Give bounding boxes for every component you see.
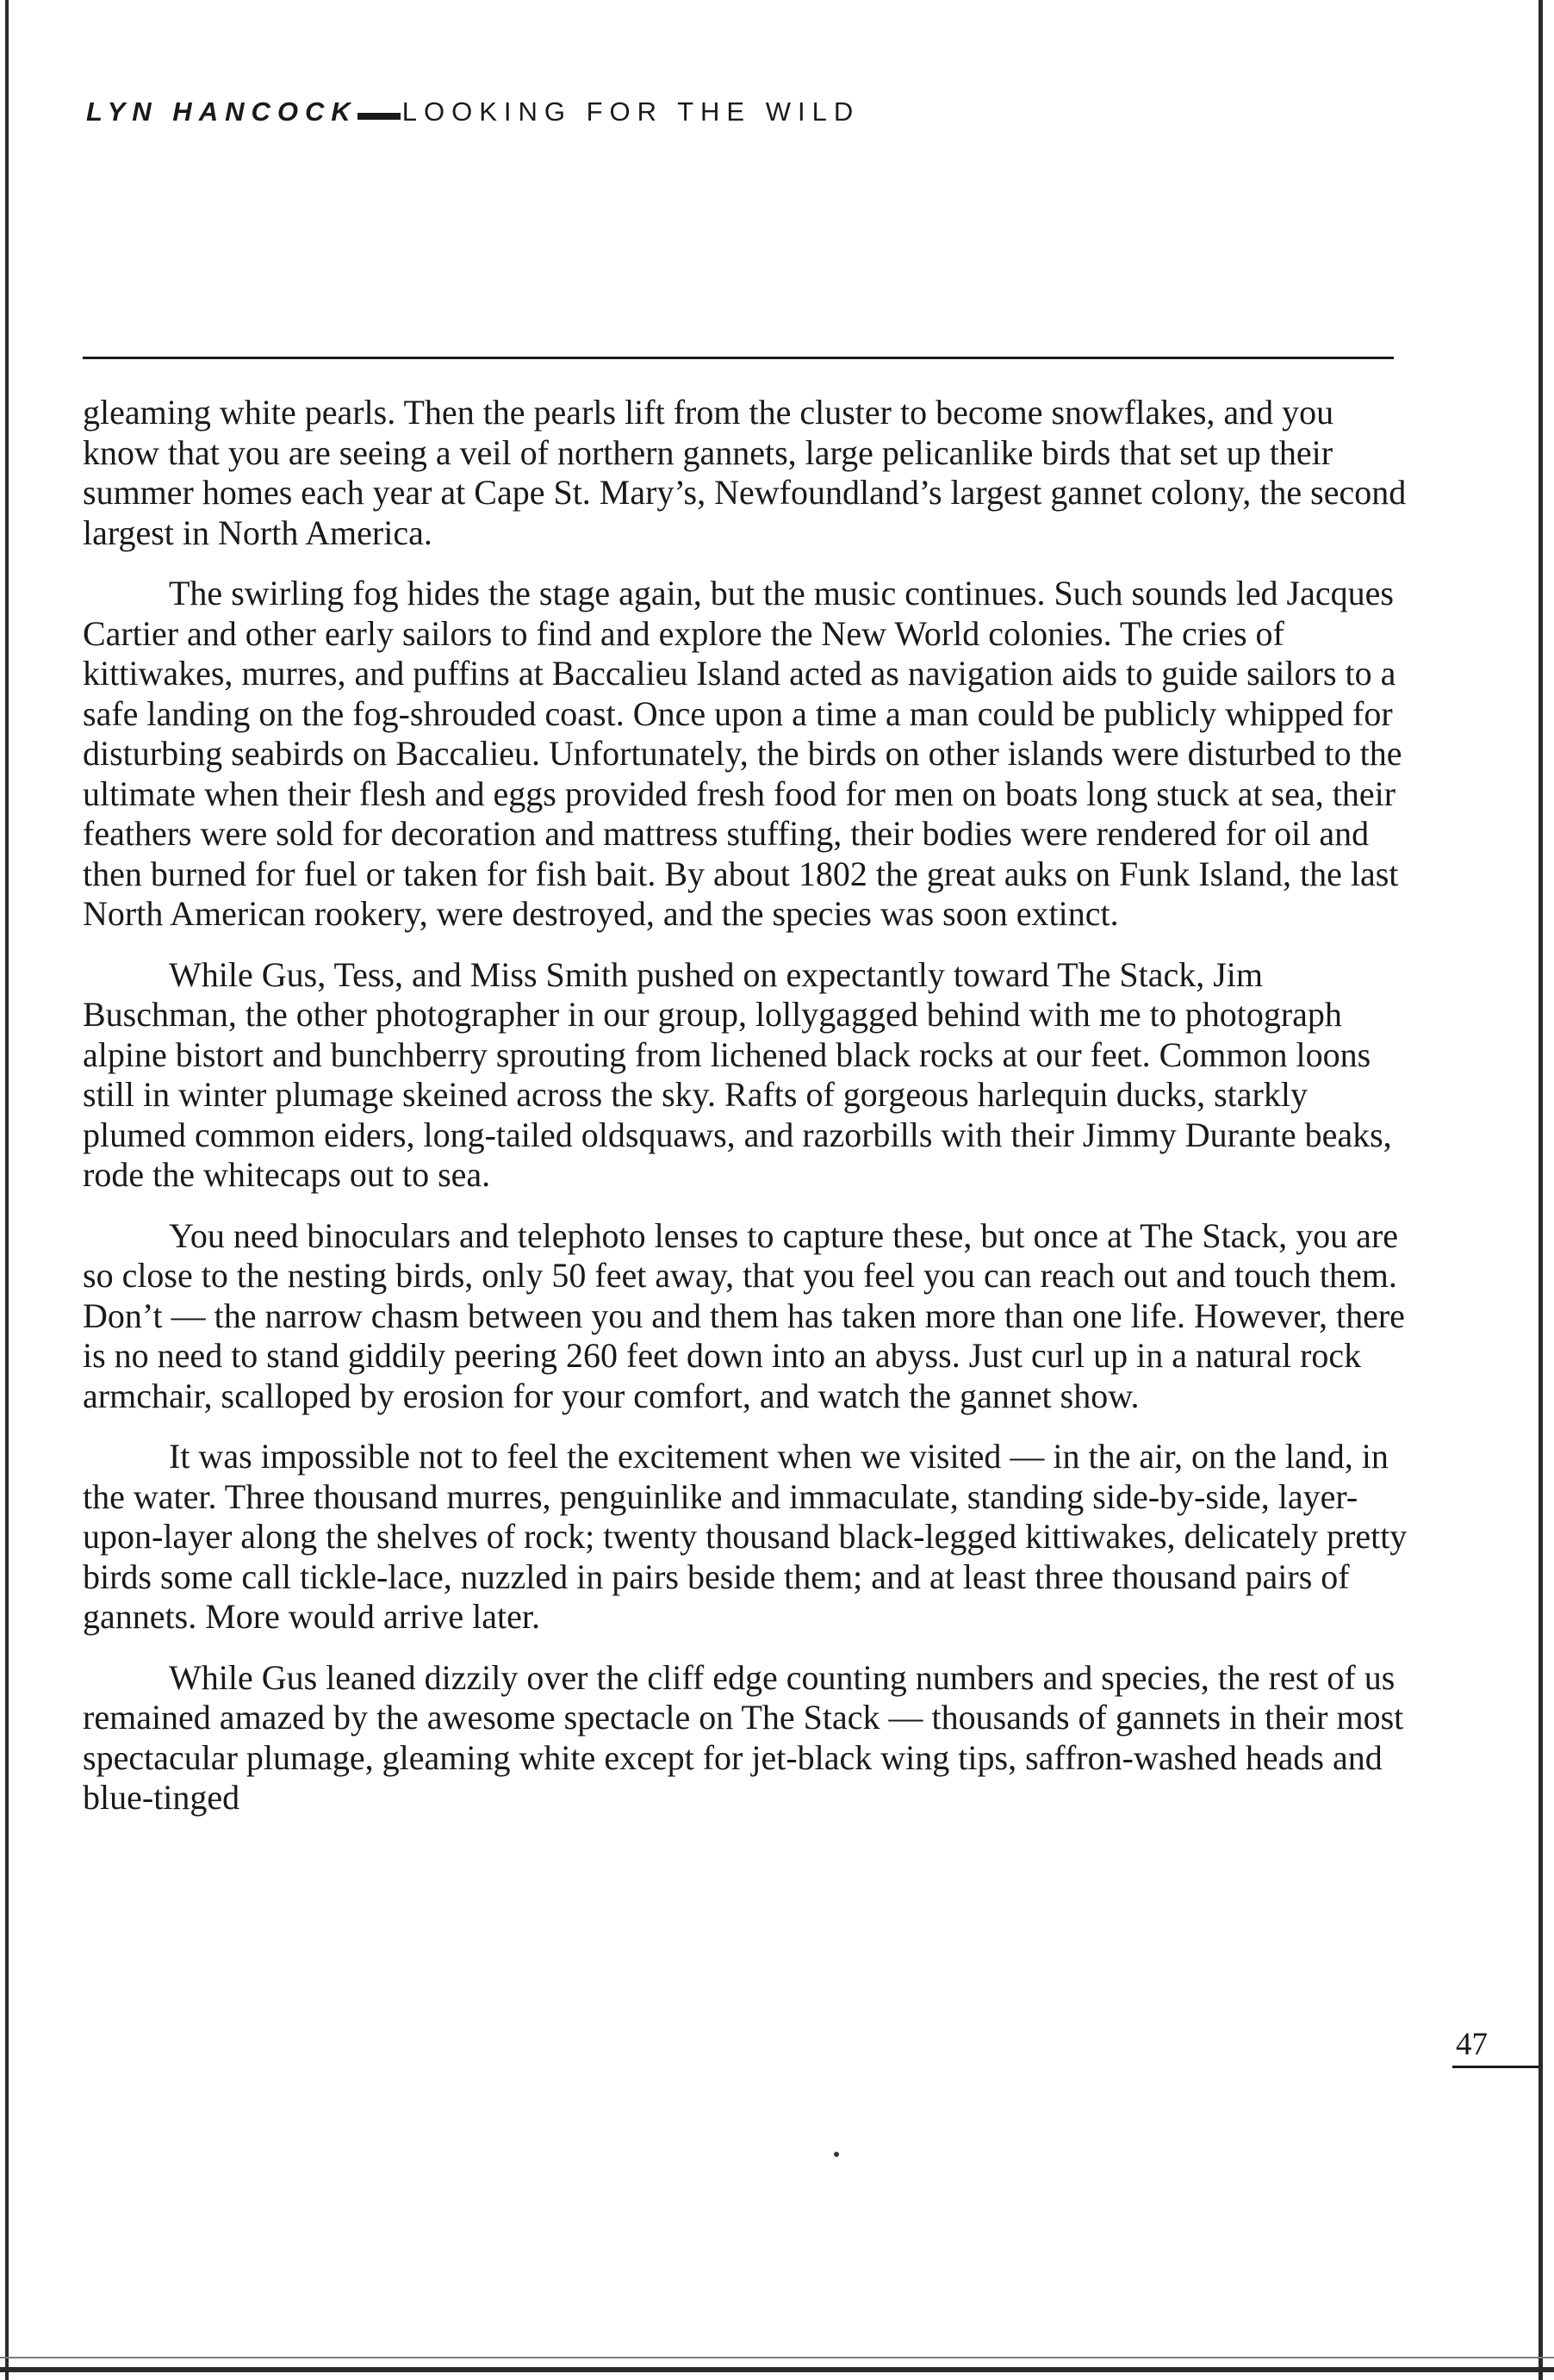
page-number: 47 bbox=[1456, 2027, 1488, 2062]
scan-edge-bottom bbox=[0, 2367, 1554, 2372]
running-head-author: LYN HANCOCK bbox=[86, 96, 357, 127]
scan-edge-bottom-thin bbox=[0, 2357, 1554, 2358]
running-head-separator bbox=[357, 113, 401, 120]
paragraph-4: You need binoculars and telephoto lenses to capture these, but once at The Stack, you are so close to the nesting birds, only 50 feet away, that you feel you can reach out and touch them. Don’t — the narrow chasm between you and them has taken more than one life. However, there is no need to stand giddily peering 260 feet down into an abyss. Just curl up in a natural rock armchair, scalloped by erosion for your comfort, and watch the gannet show. bbox=[83, 1215, 1405, 1415]
scan-edge-right bbox=[1538, 0, 1543, 2380]
scan-edge-left bbox=[5, 0, 9, 2380]
paragraph-3: While Gus, Tess, and Miss Smith pushed on expectantly toward The Stack, Jim Buschman, the other photographer in our group, lollygagged behind with me to photograph alpine bistort and bunchberry sprouting from lichened black rocks at our feet. Common loons still in winter plumage skeined across the sky. Rafts of gorgeous harlequin ducks, starkly plumed common eiders, long-tailed oldsquaws, and razorbills with their Jimmy Durante beaks, rode the whitecaps out to sea. bbox=[83, 954, 1392, 1194]
running-head bbox=[86, 93, 1120, 131]
running-head-title: LOOKING FOR THE WILD bbox=[401, 96, 861, 127]
page-number-rule bbox=[1452, 2066, 1538, 2068]
body-text bbox=[83, 393, 1409, 1839]
paragraph-6: While Gus leaned dizzily over the cliff edge counting numbers and species, the rest of us remained amazed by the awesome spectacle on The Stack — thousands of gannets in their most spectacular plumage, gleaming white except for jet-black wing tips, saffron-washed heads and blue-tinged bbox=[83, 1657, 1404, 1817]
paragraph-1: gleaming white pearls. Then the pearls lift from the cluster to become snowflakes, and you know that you are seeing a veil of northern gannets, large pelicanlike birds that set up their summer homes each year at Cape St. Mary’s, Newfoundland’s largest gannet colony, the second largest in North America. bbox=[83, 393, 1407, 552]
paragraph-2: The swirling fog hides the stage again, but the music continues. Such sounds led Jacques Cartier and other early sailors to find and explore the New World colonies. The cries of kittiwakes, murres, and puffins at Baccalieu Island acted as navigation aids to guide sailors to a safe landing on the fog-shrouded coast. Once upon a time a man could be publicly whipped for disturbing seabirds on Baccalieu. Unfortunately, the birds on other islands were disturbed to the ultimate when their flesh and eggs provided fresh food for men on boats long stuck at sea, their feathers were sold for decoration and mattress stuffing, their bodies were rendered for oil and then burned for fuel or taken for fish bait. By about 1802 the great auks on Funk Island, the last North American rookery, were destroyed, and the species was soon extinct. bbox=[83, 574, 1402, 933]
paragraph-5: It was impossible not to feel the excitement when we visited — in the air, on the land, in the water. Three thousand murres, penguinlike and immaculate, standing side-by-side, layer-upon-layer along the shelves of rock; twenty thousand black-legged kittiwakes, delicately pretty birds some call tickle-lace, nuzzled in pairs beside them; and at least three thousand pairs of gannets. More would arrive later. bbox=[83, 1437, 1408, 1636]
header-rule bbox=[83, 357, 1394, 359]
scan-speck bbox=[834, 2152, 839, 2157]
